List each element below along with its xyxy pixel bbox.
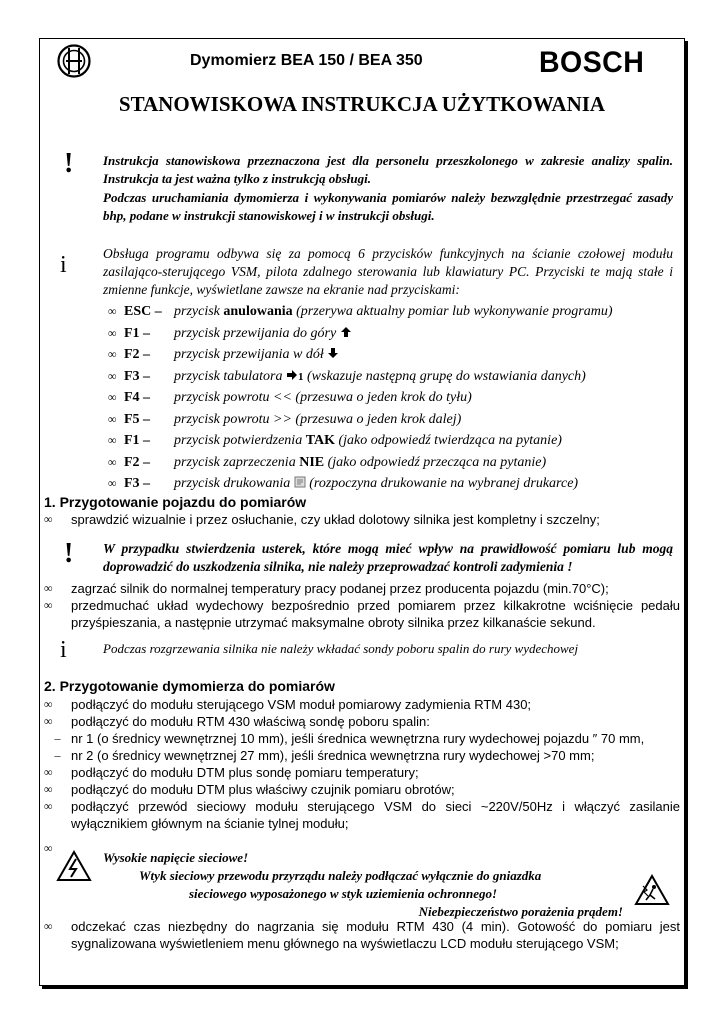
section1-list-b <box>44 580 680 631</box>
bullet-icon: ∞ <box>108 390 117 404</box>
info-icon: i <box>60 637 67 663</box>
bullet-icon: ∞ <box>44 841 53 855</box>
list-item: ∞ sprawdzić wizualnie i przez osłuchanie, czy układ dolotowy silnika jest kompletny i szczelny; <box>44 512 600 527</box>
key-label: F1 – <box>124 325 151 341</box>
brand-logo: BOSCH <box>539 46 645 79</box>
section2-list-a <box>44 696 680 857</box>
key-row <box>108 367 586 385</box>
printer-icon <box>294 476 306 493</box>
key-label: ESC – <box>124 304 162 319</box>
list-item: ∞ przedmuchać układ wydechowy bezpośrednio przed pomiarem przez kilkakrotne wciśnięcie pedału przyśpieszania, a następnie utrzymać maksymalne obroty silnika przez kilkanaście sekund. <box>44 598 680 630</box>
list-item: ∞ podłączyć do modułu sterującego VSM moduł pomiarowy zadymienia RTM 430; <box>44 697 532 712</box>
info-icon: i <box>60 252 67 278</box>
key-description: przycisk anulowania (przerywa aktualny pomiar lub wykonywanie programu) <box>174 304 613 319</box>
key-label: F2 – <box>124 347 151 362</box>
key-label: F2 – <box>124 454 151 470</box>
bullet-icon: ∞ <box>44 697 53 711</box>
key-description: przycisk tabulatora 1 (wskazuje następną grupę do wstawiania danych) <box>174 368 586 384</box>
list-item: ∞ podłączyć do modułu DTM plus właściwy czujnik pomiaru obrotów; <box>44 782 455 797</box>
key-description: przycisk powrotu >> (przesuwa o jeden krok dalej) <box>174 411 462 427</box>
exclamation-icon: ! <box>64 538 74 569</box>
bullet-icon: ∞ <box>108 368 117 383</box>
key-description: przycisk powrotu << (przesuwa o jeden krok do tyłu) <box>174 390 472 405</box>
list-item: ∞ odczekać czas niezbędny do nagrzania się modułu RTM 430 (4 min). Gotowość do pomiaru jest sygnalizowana wyświetleniem menu głównego na wyświetlaczu LCD modułu sterującego VSM; <box>44 919 680 951</box>
key-description: przycisk potwierdzenia TAK (jako odpowiedź twierdząca na pytanie) <box>174 433 562 448</box>
list-item: ∞ podłączyć do modułu DTM plus sondę pomiaru temperatury; <box>44 765 419 780</box>
key-label: F4 – <box>124 390 151 405</box>
bullet-icon: ∞ <box>108 433 117 447</box>
key-row <box>108 302 613 320</box>
section1-heading: 1. Przygotowanie pojazdu do pomiarów <box>44 494 307 510</box>
bullet-icon: ∞ <box>44 512 53 526</box>
bullet-icon: ∞ <box>108 476 117 490</box>
tab-digit: 1 <box>298 370 304 383</box>
key-description: przycisk przewijania w dół <box>174 347 339 362</box>
key-row <box>108 410 461 428</box>
model-title: Dymomierz BEA 150 / BEA 350 <box>190 52 423 69</box>
bullet-icon: ∞ <box>44 919 53 933</box>
page-title: STANOWISKOWA INSTRUKCJA UŻYTKOWANIA <box>118 92 606 116</box>
section1-list-a <box>44 511 680 528</box>
section1-warning: W przypadku stwierdzenia usterek, które mogą mieć wpływ na prawidłowość pomiaru lub mogą doprowadzić do uszkodzenia silnika, nie należy przeprowadzać kontroli zadymienia ! <box>103 541 673 574</box>
bullet-icon: ∞ <box>44 598 53 612</box>
key-label: F3 – <box>124 368 151 384</box>
key-row <box>108 474 578 492</box>
bullet-icon: ∞ <box>108 325 117 340</box>
exclamation-icon: ! <box>64 148 74 179</box>
key-row <box>108 453 546 471</box>
key-description: przycisk przewijania do góry <box>174 326 352 341</box>
sub-list-item: – nr 2 (o średnicy wewnętrznej 27 mm), jeśli średnica wewnętrzna rury wydechowej >70 mm; <box>54 748 595 763</box>
hv-line2: sieciowego wyposażonego w styk uziemienia ochronnego! <box>189 886 498 901</box>
intro-warning-p2: Podczas uruchamiania dymomierza i wykonywania pomiarów należy bezwzględnie przestrzegać zasady bhp, podane w instrukcji stanowiskowej i w instrukcji obsługi. <box>103 190 673 223</box>
hv-title: Wysokie napięcie sieciowe! <box>103 850 249 865</box>
key-description: przycisk drukowania (rozpoczyna drukowanie na wybranej drukarce) <box>174 476 579 491</box>
info-text: Obsługa programu odbywa się za pomocą 6 przycisków funkcyjnych na ścianie czołowej modułu zasilająco-sterującego VSM, pilota zdalnego sterowania lub klawiatury PC. Przyciski te mają stałe i zmienne funkcje, wyświetlane zawsze na ekranie nad przyciskami: <box>103 246 673 297</box>
tab-icon <box>286 369 298 386</box>
section2-heading: 2. Przygotowanie dymomierza do pomiarów <box>44 678 335 694</box>
sub-list-item: – nr 1 (o średnicy wewnętrznej 10 mm), jeśli średnica wewnętrzna rury wydechowej pojazdu ″ 70 mm, <box>54 731 645 746</box>
list-item: ∞ zagrzać silnik do normalnej temperatury pracy podanej przez producenta pojazdu (min.70°C); <box>44 581 609 596</box>
key-description: przycisk zaprzeczenia NIE (jako odpowiedź przecząca na pytanie) <box>174 454 547 470</box>
electric-shock-warning-icon <box>634 874 670 906</box>
bullet-icon: ∞ <box>44 782 53 796</box>
bullet-icon: ∞ <box>44 714 53 728</box>
key-label: F3 – <box>124 476 151 491</box>
intro-warning-p1: Instrukcja stanowiskowa przeznaczona jest dla personelu przeszkolonego w zakresie analizy spalin. Instrukcja ta jest ważna tylko z instrukcją obsługi. <box>103 153 673 186</box>
hv-line1: Wtyk sieciowy przewodu przyrządu należy podłączać wyłącznie do gniazdka <box>139 868 542 883</box>
bullet-icon: ∞ <box>108 304 117 318</box>
key-label: F1 – <box>124 433 151 448</box>
key-row <box>108 431 562 449</box>
list-item: ∞ podłączyć przewód sieciowy modułu sterującego VSM do sieci ~220V/50Hz i włączyć zasilanie wyłącznikiem głównym na ścianie tylnej modułu; <box>44 799 680 831</box>
high-voltage-warning-text <box>103 849 623 921</box>
key-label: F5 – <box>124 411 151 427</box>
key-row <box>108 388 472 406</box>
arrow-up-icon <box>340 326 352 343</box>
arrow-down-icon <box>327 347 339 364</box>
section1-info: Podczas rozgrzewania silnika nie należy wkładać sondy poboru spalin do rury wydechowej <box>103 641 579 656</box>
bullet-icon: ∞ <box>108 454 117 469</box>
bullet-icon: ∞ <box>108 411 117 426</box>
section2-list-b <box>44 918 680 952</box>
bullet-icon: ∞ <box>44 581 53 595</box>
bullet-icon: ∞ <box>44 765 53 779</box>
intro-warning-text <box>103 152 673 225</box>
list-item: ∞ podłączyć do modułu RTM 430 właściwą sondę poboru spalin: <box>44 714 430 729</box>
hv-line3: Niebezpieczeństwo porażenia prądem! <box>418 904 623 919</box>
bullet-icon: ∞ <box>44 799 53 813</box>
bosch-armature-logo-icon <box>57 44 91 78</box>
key-row <box>108 345 339 363</box>
key-row <box>108 324 352 342</box>
high-voltage-warning-icon <box>56 850 92 882</box>
bullet-icon: ∞ <box>108 347 117 361</box>
